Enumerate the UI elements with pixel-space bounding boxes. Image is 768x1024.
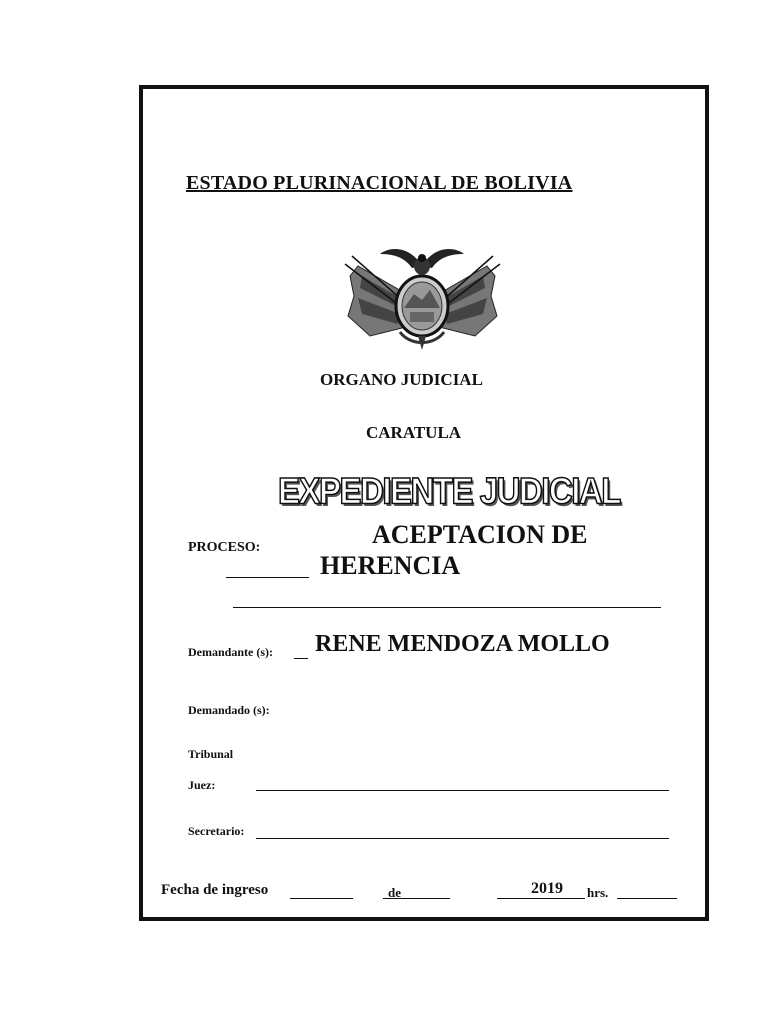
proceso-value-line2: HERENCIA bbox=[320, 551, 461, 580]
demandado-label: Demandado (s): bbox=[188, 703, 270, 717]
document-title: EXPEDIENTE JUDICIAL bbox=[278, 470, 620, 512]
fecha-day-line bbox=[290, 898, 353, 899]
demandante-value: RENE MENDOZA MOLLO bbox=[315, 631, 610, 657]
tribunal-label: Tribunal bbox=[188, 747, 234, 761]
secretario-label: Secretario: bbox=[188, 824, 245, 838]
fecha-label: Fecha de ingreso bbox=[161, 882, 269, 898]
proceso-value-line1: ACEPTACION DE bbox=[372, 520, 588, 549]
caratula-title: CARATULA bbox=[366, 423, 462, 442]
proceso-label: PROCESO: bbox=[188, 540, 261, 555]
organ-title: ORGANO JUDICIAL bbox=[320, 370, 483, 389]
juez-line bbox=[256, 790, 669, 791]
proceso-blank-line bbox=[226, 577, 309, 578]
hrs-line bbox=[617, 898, 677, 899]
juez-label: Juez: bbox=[188, 778, 216, 792]
fecha-month-line bbox=[383, 898, 450, 899]
state-title: ESTADO PLURINACIONAL DE BOLIVIA bbox=[186, 172, 573, 194]
demandante-label: Demandante (s): bbox=[188, 645, 273, 659]
demandante-blank-line bbox=[294, 658, 308, 659]
de-label: de bbox=[388, 885, 401, 900]
secretario-line bbox=[256, 838, 669, 839]
fecha-year-line bbox=[497, 898, 585, 899]
bolivia-coat-of-arms-icon bbox=[340, 236, 505, 352]
proceso-underline bbox=[233, 607, 661, 608]
hrs-label: hrs. bbox=[587, 885, 609, 900]
year-value: 2019 bbox=[531, 880, 563, 897]
